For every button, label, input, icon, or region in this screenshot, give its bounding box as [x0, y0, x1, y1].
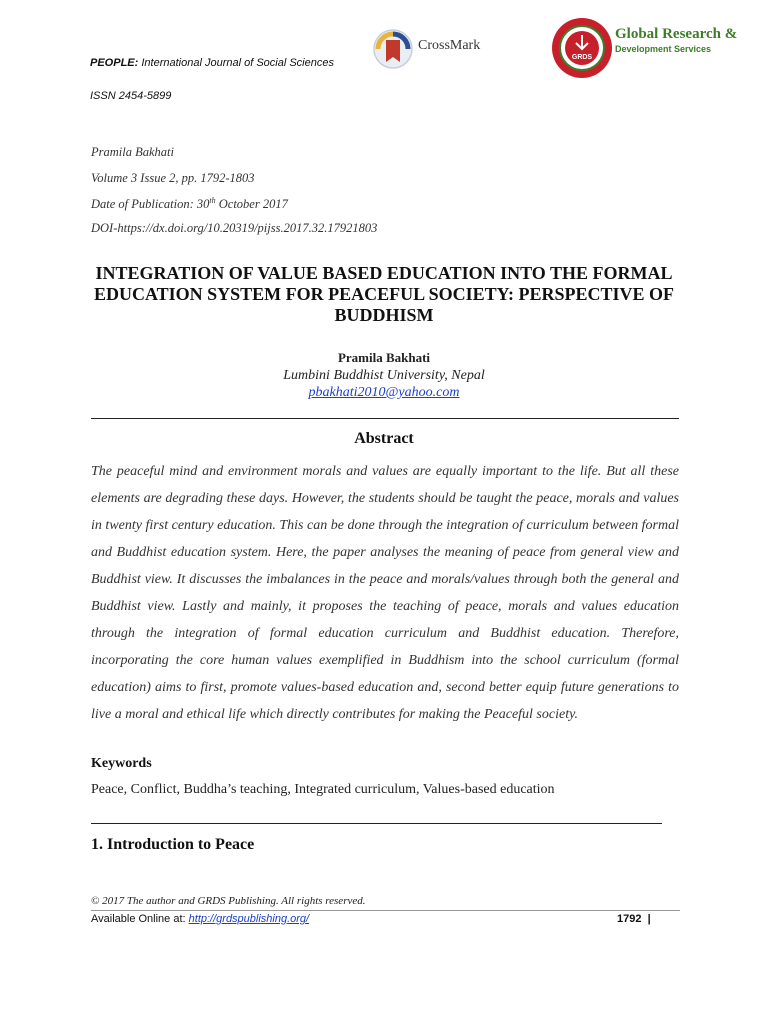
divider-bottom: [91, 823, 662, 824]
meta-volume: Volume 3 Issue 2, pp. 1792-1803: [91, 171, 255, 185]
page-number-value: 1792: [617, 913, 642, 925]
grds-subtitle: Development Services: [615, 44, 712, 54]
journal-name-rest: International Journal of Social Sciences: [138, 57, 334, 69]
author-email: [0, 385, 768, 401]
page-number: [617, 913, 651, 925]
paper-author: Pramila Bakhati: [337, 350, 431, 365]
crossmark-logo[interactable]: [372, 28, 480, 74]
abstract-heading: Abstract: [354, 430, 414, 447]
grds-title: Global Research &: [615, 26, 738, 42]
author-email-link[interactable]: pbakhati2010@yahoo.com: [308, 385, 460, 400]
copyright-notice: © 2017 The author and GRDS Publishing. All rights reserved.: [91, 895, 366, 907]
crossmark-icon: [372, 28, 414, 74]
publisher-link[interactable]: http://grdspublishing.org/: [188, 913, 310, 925]
available-label: Available Online at:: [91, 913, 189, 925]
pub-date-suffix: October 2017: [215, 197, 288, 212]
crossmark-label: CrossMark: [418, 38, 481, 53]
pub-date-sup: th: [209, 196, 216, 205]
meta-doi[interactable]: DOI-https://dx.doi.org/10.20319/pijss.2017.32.17921803: [91, 221, 378, 235]
divider-top: [91, 418, 679, 419]
meta-author: Pramila Bakhati: [91, 145, 174, 159]
journal-name: [90, 57, 334, 69]
page-separator: |: [647, 913, 651, 925]
section-heading: 1. Introduction to Peace: [91, 836, 255, 853]
paper-title: INTEGRATION OF VALUE BASED EDUCATION INTO THE FORMAL EDUCATION SYSTEM FOR PEACEFUL SOCIETY: PERSPECTIVE OF BUDDHISM: [93, 263, 675, 325]
footer-divider: [91, 910, 680, 911]
issn: ISSN 2454-5899: [90, 90, 172, 102]
abstract-body: The peaceful mind and environment morals and values are equally important to the life. But all these elements are degrading these days. However, the students should be taught the peace, morals and values in twenty first century education. This can be done through the integration of curriculum between formal and Buddhist education system. Here, the paper analyses the meaning of peace from general view and Buddhist view. It discusses the imbalances in the peace and morals/values through both the general and Buddhist view. Lastly and mainly, it proposes the teaching of peace, morals and values education through the integration of formal education curriculum and Buddhist education. Therefore, incorporating the core human values exemplified in Buddhism into the school curriculum (formal education) aims to first, promote values-based education and, second better equip future generations to live a moral and ethical life which directly contributes for making the Peaceful society.: [91, 464, 679, 722]
grds-badge-text: GRDS: [571, 54, 593, 61]
available-online: [91, 913, 309, 925]
paper-affiliation: Lumbini Buddhist University, Nepal: [283, 368, 485, 383]
meta-pub-date: [91, 196, 288, 212]
keywords-list: Peace, Conflict, Buddha’s teaching, Integrated curriculum, Values-based education: [91, 782, 555, 797]
pub-date-prefix: Date of Publication: 30: [91, 197, 210, 212]
keywords-heading: Keywords: [91, 756, 152, 771]
journal-name-bold: PEOPLE:: [90, 57, 139, 69]
grds-logo: [551, 17, 737, 79]
grds-seal-icon: [551, 17, 613, 79]
